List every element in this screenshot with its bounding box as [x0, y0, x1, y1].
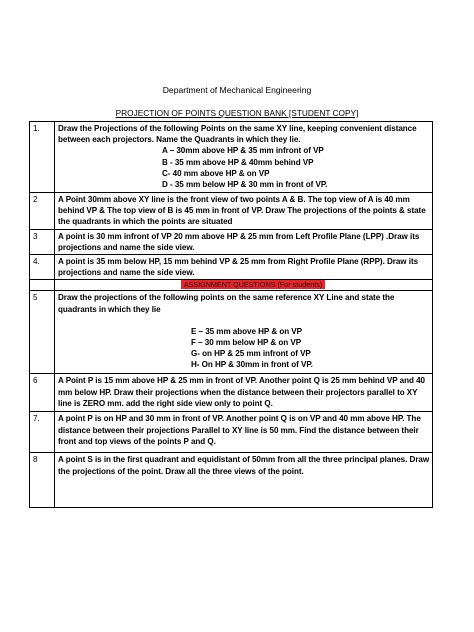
question-subitem: C- 40 mm above HP & on VP — [162, 168, 270, 178]
question-text — [55, 122, 433, 193]
question-text — [55, 291, 433, 374]
question-subitem: E – 35 mm above HP & on VP — [191, 326, 303, 336]
question-number: 5 — [30, 291, 55, 374]
document-title: PROJECTION OF POINTS QUESTION BANK [STUDENT COPY] — [115, 108, 359, 118]
question-text: A point P is on HP and 30 mm in front of VP. Another point Q is on VP and 40 mm above HP. The distance between their projections Parallel to XY line is 50 mm. Find the distance between their front and top views of the points P and Q. — [55, 412, 433, 453]
question-number: 7. — [30, 412, 55, 453]
question-row — [30, 229, 433, 254]
question-row — [30, 193, 433, 230]
question-number: 1. — [30, 122, 55, 193]
question-text: A point S is in the first quadrant and equidistant of 50mm from all the three principal planes. Draw the projections of the point. Draw all the three views of the point. — [55, 453, 433, 508]
question-number: 2 — [30, 193, 55, 230]
question-subitem: G- on HP & 25 mm infront of VP — [191, 349, 311, 359]
question-row — [30, 453, 433, 508]
question-subitem: H- On HP & 30mm in front of VP. — [191, 360, 313, 370]
question-number: 8 — [30, 453, 55, 508]
question-body: Draw the projections of the following points on the same reference XY Line and state the quadrants in which they lie — [58, 293, 395, 314]
question-subitem: A – 30mm above HP & 35 mm infront of VP — [162, 146, 324, 156]
question-row — [30, 374, 433, 412]
assignment-label: ASSIGNMENT QUESTIONS (For students) — [181, 280, 325, 289]
question-table — [29, 121, 433, 508]
question-number: 6 — [30, 374, 55, 412]
question-text: A Point 30mm above XY line is the front view of two points A & B. The top view of A is 40 mm behind VP & The top view of B is 45 mm in front of VP. Draw The projections of the points & state the quadrants in which the points are situated — [55, 193, 433, 230]
question-subitem: F – 30 mm below HP & on VP — [191, 338, 302, 348]
question-number: 3 — [30, 229, 55, 254]
question-subitem: D - 35 mm below HP & 30 mm in front of VP. — [162, 180, 328, 190]
question-row — [30, 255, 433, 280]
question-body: Draw the Projections of the following Points on the same XY line, keeping convenient distance between each projectors. Name the Quadrants in which they lie. — [58, 124, 417, 145]
assignment-header-row — [30, 280, 433, 291]
question-row — [30, 122, 433, 193]
question-row — [30, 291, 433, 374]
question-text: A point is 35 mm below HP, 15 mm behind VP & 25 mm from Right Profile Plane (RPP). Draw its projections and name the side view. — [55, 255, 433, 280]
question-number: 4. — [30, 255, 55, 280]
question-subitem: B - 35 mm above HP & 40mm behind VP — [162, 157, 314, 167]
assignment-number-cell — [30, 280, 55, 291]
assignment-header-cell — [55, 280, 433, 291]
question-row — [30, 412, 433, 453]
department-heading: Department of Mechanical Engineering — [162, 85, 312, 95]
question-text: A Point P is 15 mm above HP & 25 mm in front of VP. Another point Q is 25 mm behind VP and 40 mm below HP. Draw their projections when the distance between their projectors parallel to XY line is ZERO mm. add the right side view only to point Q. — [55, 374, 433, 412]
question-text: A point is 30 mm infront of VP 20 mm above HP & 25 mm from Left Profile Plane (LPP) .Draw its projections and name the side view. — [55, 229, 433, 254]
